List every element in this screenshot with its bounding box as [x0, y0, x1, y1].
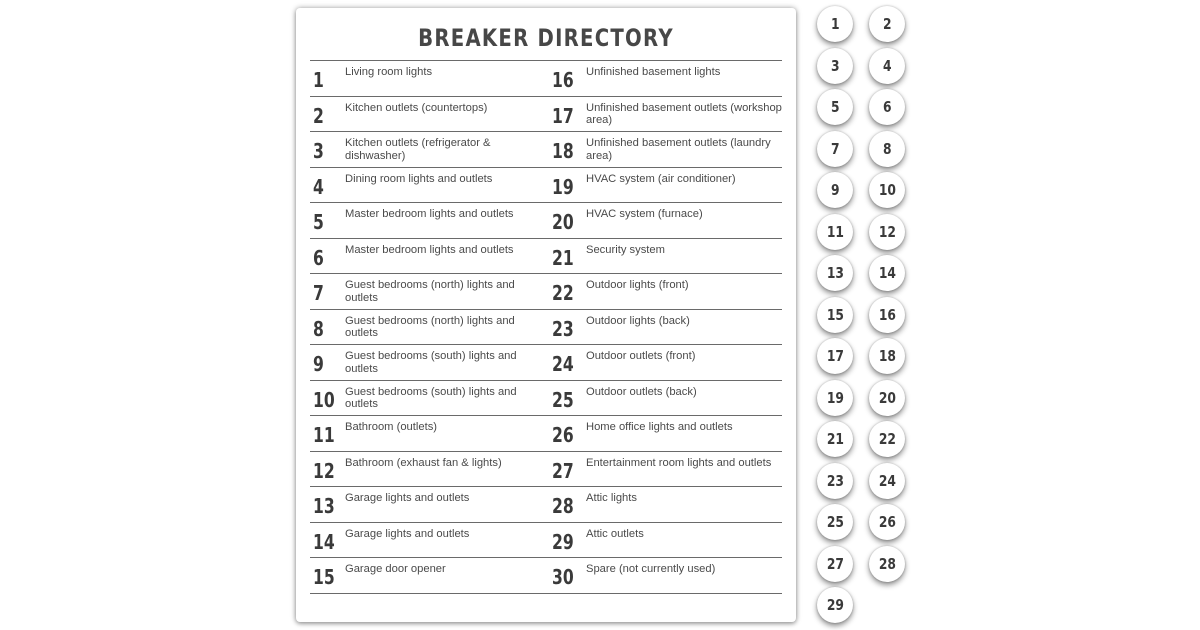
breaker-button[interactable] — [817, 255, 853, 291]
breaker-number: 13 — [826, 264, 844, 282]
circuit-number: 19 — [552, 174, 574, 199]
circuit-number: 23 — [552, 316, 574, 341]
directory-row — [310, 203, 782, 239]
circuit-number: 14 — [313, 529, 335, 554]
breaker-number: 22 — [878, 430, 896, 448]
circuit-number: 22 — [552, 281, 574, 305]
breaker-button[interactable] — [817, 421, 853, 457]
directory-row — [310, 274, 782, 310]
circuit-label: Guest bedrooms (south) lights and outlets — [345, 350, 517, 375]
breaker-number: 29 — [826, 596, 844, 614]
circuit-number: 13 — [313, 494, 335, 518]
breaker-button[interactable] — [817, 214, 853, 250]
circuit-label: Guest bedrooms (south) lights and outlets — [345, 385, 517, 411]
breaker-button[interactable] — [869, 504, 905, 540]
breaker-button[interactable] — [869, 255, 905, 291]
directory-title: BREAKER DIRECTORY — [418, 24, 674, 52]
circuit-number: 30 — [552, 565, 574, 589]
breaker-number: 4 — [882, 57, 892, 75]
directory-row — [310, 345, 782, 381]
circuit-label: Unfinished basement outlets (laundry area) — [586, 137, 771, 162]
breaker-number: 21 — [826, 430, 844, 448]
breaker-number: 14 — [878, 264, 896, 282]
circuit-label: HVAC system (air conditioner) — [586, 172, 736, 185]
breaker-button[interactable] — [817, 338, 853, 374]
breaker-button[interactable] — [817, 504, 853, 540]
circuit-number: 11 — [313, 423, 335, 447]
directory-row — [310, 452, 782, 488]
breaker-number: 20 — [878, 389, 896, 407]
directory-row — [310, 381, 782, 417]
breaker-button[interactable] — [817, 463, 853, 499]
breaker-button[interactable] — [817, 89, 853, 125]
circuit-label: Dining room lights and outlets — [345, 172, 493, 185]
breaker-button[interactable] — [817, 587, 853, 623]
directory-row — [310, 558, 782, 594]
breaker-number: 12 — [878, 223, 896, 241]
breaker-number: 19 — [826, 389, 844, 407]
circuit-label: Outdoor lights (back) — [586, 314, 690, 327]
circuit-number: 7 — [313, 281, 324, 305]
circuit-number: 8 — [313, 316, 324, 341]
breaker-number: 17 — [826, 347, 844, 365]
directory-row — [310, 132, 782, 168]
directory-row — [310, 168, 782, 204]
breaker-number: 8 — [882, 140, 892, 158]
circuit-number: 5 — [313, 210, 324, 234]
breaker-number: 18 — [878, 347, 896, 365]
circuit-label: Kitchen outlets (countertops) — [345, 101, 488, 114]
circuit-label: Guest bedrooms (north) lights and outlets — [345, 279, 515, 304]
breaker-number: 3 — [830, 57, 840, 75]
breaker-number: 9 — [830, 181, 840, 199]
circuit-number: 6 — [313, 245, 324, 270]
breaker-button[interactable] — [869, 297, 905, 333]
circuit-number: 20 — [552, 210, 574, 234]
breaker-number: 24 — [878, 472, 896, 490]
circuit-label: Attic outlets — [586, 527, 644, 540]
circuit-label: Bathroom (outlets) — [345, 421, 438, 433]
breaker-number: 16 — [878, 306, 896, 324]
breaker-number: 6 — [882, 98, 892, 116]
breaker-button[interactable] — [869, 463, 905, 499]
circuit-label: Security system — [586, 243, 665, 256]
breaker-number: 26 — [878, 513, 896, 531]
directory-row — [310, 416, 782, 452]
circuit-number: 16 — [552, 68, 574, 92]
breaker-number: 25 — [826, 513, 844, 531]
breaker-button[interactable] — [869, 89, 905, 125]
circuit-label: Outdoor outlets (back) — [586, 385, 697, 398]
circuit-label: Attic lights — [586, 492, 637, 504]
circuit-number: 27 — [552, 458, 574, 483]
circuit-label: Garage lights and outlets — [345, 492, 470, 504]
directory-row — [310, 239, 782, 275]
circuit-label: Kitchen outlets (refrigerator & dishwasher) — [345, 137, 491, 162]
circuit-number: 21 — [552, 245, 574, 270]
circuit-label: Home office lights and outlets — [586, 421, 733, 433]
circuit-label: Spare (not currently used) — [586, 563, 716, 575]
breaker-button[interactable] — [869, 421, 905, 457]
breaker-number: 10 — [878, 181, 896, 199]
breaker-number: 27 — [826, 555, 844, 573]
breaker-button[interactable] — [869, 214, 905, 250]
circuit-number: 26 — [552, 423, 574, 447]
breaker-directory-card — [296, 8, 796, 622]
breaker-button[interactable] — [817, 48, 853, 84]
circuit-label: Master bedroom lights and outlets — [345, 208, 514, 220]
circuit-label: Master bedroom lights and outlets — [345, 243, 514, 256]
breaker-button[interactable] — [817, 172, 853, 208]
circuit-number: 2 — [313, 103, 324, 128]
breaker-number: 1 — [830, 15, 840, 33]
circuit-number: 18 — [552, 139, 574, 163]
circuit-label: Outdoor outlets (front) — [586, 350, 696, 362]
circuit-label: Entertainment room lights and outlets — [586, 456, 772, 469]
breaker-number: 23 — [826, 472, 844, 490]
breaker-number: 28 — [878, 555, 896, 573]
breaker-number: 5 — [830, 98, 840, 116]
circuit-number: 29 — [552, 529, 574, 554]
breaker-number: 7 — [830, 140, 840, 158]
circuit-number: 24 — [552, 352, 574, 376]
circuit-number: 4 — [313, 174, 324, 199]
breaker-button[interactable] — [869, 131, 905, 167]
directory-row — [310, 487, 782, 523]
breaker-button[interactable] — [869, 338, 905, 374]
directory-row — [310, 61, 782, 97]
breaker-button[interactable] — [869, 48, 905, 84]
breaker-button[interactable] — [869, 6, 905, 42]
circuit-number: 12 — [313, 458, 335, 483]
circuit-label: Garage lights and outlets — [345, 527, 470, 540]
directory-table — [310, 60, 782, 594]
directory-row — [310, 97, 782, 133]
breaker-number: 15 — [826, 306, 844, 324]
breaker-button[interactable] — [869, 172, 905, 208]
circuit-number: 9 — [313, 352, 324, 376]
breaker-number: 11 — [826, 223, 844, 241]
circuit-label: HVAC system (furnace) — [586, 208, 703, 220]
circuit-label: Garage door opener — [345, 563, 446, 575]
breaker-button[interactable] — [869, 546, 905, 582]
circuit-label: Bathroom (exhaust fan & lights) — [345, 456, 502, 469]
breaker-number: 2 — [882, 15, 892, 33]
breaker-button[interactable] — [817, 546, 853, 582]
circuit-number: 10 — [313, 387, 335, 412]
circuit-number: 28 — [552, 494, 574, 518]
breaker-button[interactable] — [817, 6, 853, 42]
breaker-button[interactable] — [817, 131, 853, 167]
circuit-number: 3 — [313, 139, 324, 163]
breaker-button[interactable] — [817, 380, 853, 416]
circuit-label: Unfinished basement lights — [586, 66, 721, 78]
circuit-number: 15 — [313, 565, 335, 589]
circuit-label: Guest bedrooms (north) lights and outlets — [345, 314, 515, 340]
circuit-number: 17 — [552, 103, 574, 128]
circuit-number: 25 — [552, 387, 574, 412]
breaker-button[interactable] — [869, 380, 905, 416]
breaker-button[interactable] — [817, 297, 853, 333]
circuit-number: 1 — [313, 68, 324, 92]
directory-row — [310, 523, 782, 559]
circuit-label: Outdoor lights (front) — [586, 279, 689, 291]
circuit-label: Living room lights — [345, 66, 433, 78]
circuit-label: Unfinished basement outlets (workshop area) — [586, 101, 782, 127]
directory-row — [310, 310, 782, 346]
